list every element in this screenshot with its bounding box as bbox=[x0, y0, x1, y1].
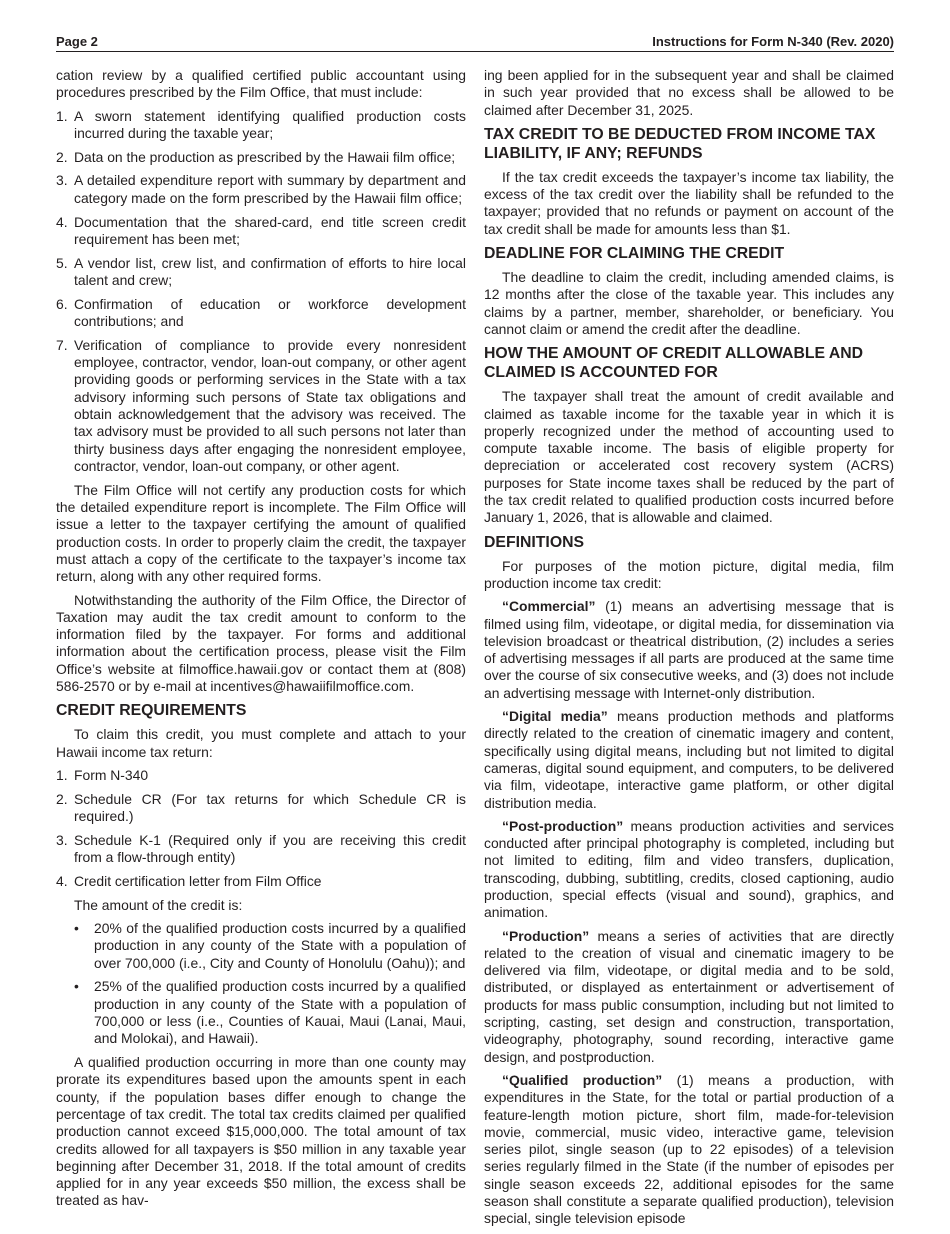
definition-qualified-production: “Qualified production” (1) means a production, with expenditures in the State, for the total or partial production of a feature-length motion picture, short film, made-for-television movie, commercial, music video, interactive game, television series pilot, single season (up to 22 episodes) of a television series regularly filmed in the State (if the number of episodes per single season exceeds 22, additional episodes for the same season shall constitute a separate qualified production), television special, single television episode bbox=[484, 1071, 894, 1227]
list-item: • 20% of the qualified production costs incurred by a qualified production in any county of the State with a population of over 700,000 (i.e., City and County of Honolulu (Oahu)); and bbox=[74, 919, 466, 971]
definition-term: “Commercial” bbox=[502, 598, 596, 615]
refund-paragraph: If the tax credit exceeds the taxpayer’s income tax liability, the excess of the tax credit over the liability shall be refunded to the taxpayer; provided that no refunds or payment on account of the tax credit shall be made for amounts less than $1. bbox=[484, 168, 894, 237]
deadline-heading: DEADLINE FOR CLAIMING THE CREDIT bbox=[484, 245, 785, 263]
list-item: 7. Verification of compliance to provide every nonresident employee, contractor, vendor, loan-out company, or other agent providing goods or performing services in the State with a tax advisory informing such persons of State tax obligations and obtain acknowledgement that the advisory was received. The tax advisory must be provided to all such persons not later than thirty business days after engaging the nonresident employee, contractor, vendor, loan-out company, or other agent. bbox=[56, 336, 466, 474]
definition-term: “Qualified production” bbox=[502, 1071, 663, 1088]
credit-requirements-list bbox=[56, 767, 466, 890]
refund-heading: TAX CREDIT TO BE DEDUCTED FROM INCOME TAX LIABILITY, IF ANY; REFUNDS bbox=[484, 125, 876, 162]
list-item: • 25% of the qualified production costs incurred by a qualified production in any county of the State with a population of 700,000 or less (i.e., Counties of Kauai, Maui (Lanai, Maui, and Molokai), and Hawaii). bbox=[74, 978, 466, 1047]
definitions-intro: For purposes of the motion picture, digital media, film production income tax credit: bbox=[484, 557, 894, 591]
definition-digital-media: “Digital media” means production methods and platforms directly related to the creation of cinematic imagery and content, specifically using digital means, including but not limited to digital cameras, digital sound equipment, and computers, to be delivered via film, videotape, interactive game platform, or other digital distribution media. bbox=[484, 708, 894, 811]
list-item: 6. Confirmation of education or workforce development contributions; and bbox=[56, 295, 466, 330]
right-column bbox=[484, 67, 894, 1234]
accounted-heading: HOW THE AMOUNT OF CREDIT ALLOWABLE AND CLAIMED IS ACCOUNTED FOR bbox=[484, 345, 864, 382]
list-item: 1. Form N-340 bbox=[56, 766, 149, 783]
list-item: 4. Documentation that the shared-card, end title screen credit requirement has been met; bbox=[56, 213, 466, 247]
page-number: Page 2 bbox=[56, 34, 98, 49]
list-item: 3. Schedule K-1 (Required only if you are receiving this credit from a flow-through entity) bbox=[56, 831, 466, 866]
left-column bbox=[56, 67, 466, 1216]
bullet-icon: • bbox=[74, 978, 79, 995]
definitions-heading: DEFINITIONS bbox=[484, 533, 585, 551]
list-item: 3. A detailed expenditure report with summary by department and category made on the form prescribed by the Hawaii film office; bbox=[56, 172, 466, 206]
credit-requirements-heading: CREDIT REQUIREMENTS bbox=[56, 702, 247, 720]
list-item: 4. Credit certification letter from Film Office bbox=[56, 872, 322, 889]
definition-post-production: “Post-production” means production activities and services conducted after principal photography is completed, including but not limited to editing, film and video transfers, duplication, transcoding, dubbing, subtitling, credits, closed captioning, audio production, special effects (visual and sound), graphics, and animation. bbox=[484, 817, 894, 921]
film-office-paragraph: The Film Office will not certify any production costs for which the detailed expenditure report is incomplete. The Film Office will issue a letter to the taxpayer certifying the amount of qualified production costs. In order to properly claim the credit, the taxpayer must attach a copy of the certificate to the taxpayer’s income tax return, along with any other required forms. bbox=[56, 481, 466, 585]
form-title: Instructions for Form N-340 (Rev. 2020) bbox=[652, 34, 894, 49]
continued-paragraph: ing been applied for in the subsequent year and shall be claimed in such year provided that no excess shall be allowed to be claimed after December 31, 2025. bbox=[484, 67, 894, 118]
list-item: 5. A vendor list, crew list, and confirmation of efforts to hire local talent and crew; bbox=[56, 254, 466, 288]
definition-term: “Post-production” bbox=[502, 817, 624, 834]
amount-intro: The amount of the credit is: bbox=[74, 896, 243, 913]
definition-term: “Digital media” bbox=[502, 708, 608, 725]
list-item: 2. Schedule CR (For tax returns for which Schedule CR is required.) bbox=[56, 790, 466, 824]
list-item: 2. Data on the production as prescribed by the Hawaii film office; bbox=[56, 148, 456, 165]
accounted-paragraph: The taxpayer shall treat the amount of credit available and claimed as taxable income for the taxable year in which it is properly recognized under the method of accounting used to compute taxable income. The basis of eligible property for depreciation or accelerated cost recovery system (ACRS) purposes for State income taxes shall be reduced by the part of the tax credit related to qualified production costs incurred before January 1, 2026, that is allowable and claimed. bbox=[484, 388, 894, 526]
definition-commercial: “Commercial” (1) means an advertising message that is filmed using film, videotape, or digital media, for dissemination via television broadcast or theatrical distribution, (2) includes a series of advertising messages if all parts are produced at the same time over the course of six consecutive weeks, and (3) does not include an advertising message with Internet-only distribution. bbox=[484, 598, 894, 701]
review-list bbox=[56, 108, 466, 476]
definition-production: “Production” means a series of activities that are directly related to the creation of visual and cinematic imagery to be delivered via film, videotape, or digital media and to be sold, distributed, or displayed as entertainment or advertisement of products for mass public consumption, including but not limited to scripting, casting, set design and construction, transportation, videography, photography, sound recording, interactive game design, and postproduction. bbox=[484, 927, 894, 1065]
deadline-paragraph: The deadline to claim the credit, including amended claims, is 12 months after the close of the taxable year. This includes any claims by a partner, member, shareholder, or beneficiary. You cannot claim or amend the credit after the deadline. bbox=[484, 269, 894, 337]
credit-requirements-intro: To claim this credit, you must complete and attach to your Hawaii income tax return: bbox=[56, 726, 466, 760]
bullet-icon: • bbox=[74, 919, 79, 936]
director-paragraph: Notwithstanding the authority of the Film Office, the Director of Taxation may audit the tax credit amount to conform to the information filed by the taxpayer. For forms and additional information about the certification process, please visit the Film Office’s website at filmoffice.hawaii.gov or contact them at (808) 586-2570 or by e-mail at incentives@hawaiifilmoffice.com. bbox=[56, 591, 466, 694]
definition-term: “Production” bbox=[502, 927, 590, 944]
amount-bullet-list bbox=[56, 920, 466, 1048]
multi-county-paragraph: A qualified production occurring in more than one county may prorate its expenditures based upon the amounts spent in each county, if the population bases differ enough to change the percentage of tax credit. The total tax credits claimed per qualified production cannot exceed $15,000,000. The total amount of tax credits allowed for all taxpayers is $50 million in any taxable year beginning after December 31, 2018. If the total amount of credits applied for in any year exceeds $50 million, the excess shall be treated as hav- bbox=[56, 1054, 466, 1209]
list-item: 1. A sworn statement identifying qualified production costs incurred during the taxable year; bbox=[56, 107, 466, 141]
page-header bbox=[56, 33, 894, 52]
intro-paragraph: cation review by a qualified certified public accountant using procedures prescribed by the Film Office, that must include: bbox=[56, 67, 466, 101]
